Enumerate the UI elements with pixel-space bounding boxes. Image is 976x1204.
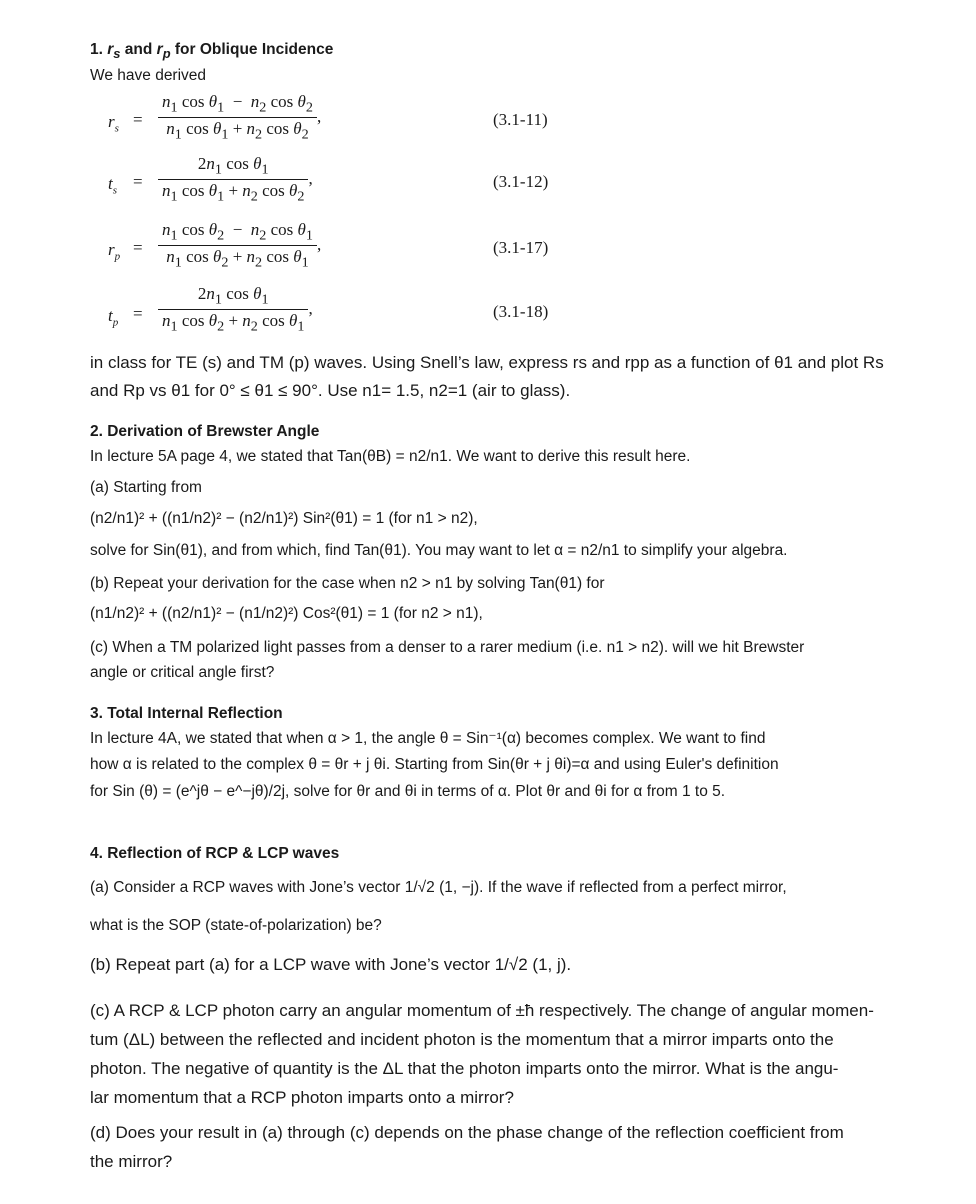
section2-a-label: (a) Starting from — [90, 479, 202, 496]
section4-b-line: (b) Repeat part (a) for a LCP wave with Jone’s vector 1/√2 (1, j). — [90, 955, 572, 974]
section4-c-line3: photon. The negative of quantity is the ΔL that the photon imparts onto the mirror. What is the angu- — [90, 1059, 839, 1078]
section2-b-label: (b) Repeat your derivation for the case when n2 > n1 by solving Tan(θ1) for — [90, 575, 605, 592]
section1-title: 1. $r_s$ and $r_p$ for Oblique Incidence — [90, 41, 334, 62]
section3-line2: how α is related to the complex θ = θr + j θi. Starting from Sin(θr + j θi)=α and using Euler's definition — [90, 756, 779, 773]
eq-tag-tp: (3.1-18) — [493, 302, 549, 321]
section2-eq-a: (n2/n1)² + ((n1/n2)² − (n2/n1)²) Sin²(θ1) = 1 (for n1 > n2), — [90, 510, 478, 527]
section1-body-line1: in class for TE (s) and TM (p) waves. Using Snell’s law, express rs and rpp as a function of θ1 and plot Rs — [90, 353, 884, 372]
eq-tag-rs: (3.1-11) — [493, 110, 548, 129]
section2-title: 2. Derivation of Brewster Angle — [90, 423, 320, 440]
section4-c-line4: lar momentum that a RCP photon imparts onto a mirror? — [90, 1088, 514, 1107]
section4-d-line1: (d) Does your result in (a) through (c) depends on the phase change of the reflection coefficient from — [90, 1123, 844, 1142]
section3-line3: for Sin (θ) = (e^jθ − e^−jθ)/2j, solve for θr and θi in terms of α. Plot θr and θi for α from 1 to 5. — [90, 783, 726, 800]
section4-a-line2: what is the SOP (state-of-polarization) be? — [90, 917, 382, 934]
section1-body-line2: and Rp vs θ1 for 0° ≤ θ1 ≤ 90°. Use n1= 1.5, n2=1 (air to glass). — [90, 381, 571, 400]
section4-a-line1: (a) Consider a RCP waves with Jone’s vector 1/√2 (1, −j). If the wave if reflected from a perfect mirror, — [90, 879, 787, 896]
equation-block: $r_s$ = $\frac{n_1 \cos \theta_1 - n_2 \cos \theta_2}{n_1 \cos \theta_1 + n_2 \cos \theta_2}$ , (3.1-11) $t_s$ = $\frac{2n_1 \cos \theta_1}{n_1 \cos \theta_1 + n_2 \cos \theta_2}$ , (3.1-12) $r_p$ = $\frac{n_1 \cos \theta_2 - n_2 \cos \theta_1}{n_1 \cos \theta_2 + n_2 \cos \theta_1}$ , (3.1-17) $t_p$ = $\frac{2n_1 \cos \theta_1}{n_1 \cos \theta_2 + n_2 \cos \theta_1}$ , (3.1-18) — [108, 92, 549, 335]
section4-d-line2: the mirror? — [90, 1152, 173, 1171]
eq-tag-ts: (3.1-12) — [493, 172, 549, 191]
section3-title: 3. Total Internal Reflection — [90, 705, 283, 722]
section2-eq-b: (n1/n2)² + ((n2/n1)² − (n1/n2)²) Cos²(θ1) = 1 (for n2 > n1), — [90, 605, 483, 622]
section4-c-line2: tum (ΔL) between the reflected and incident photon is the momentum that a mirror imparts onto the — [90, 1030, 834, 1049]
section1-intro: We have derived — [90, 67, 207, 84]
section2-line1: In lecture 5A page 4, we stated that Tan(θB) = n2/n1. We want to derive this result here. — [90, 448, 691, 465]
section2-a-solve: solve for Sin(θ1), and from which, find Tan(θ1). You may want to let α = n2/n1 to simplify your algebra. — [90, 542, 788, 559]
section4-c-line1: (c) A RCP & LCP photon carry an angular momentum of ±ħ respectively. The change of angular momen- — [90, 1001, 874, 1020]
eq-tag-rp: (3.1-17) — [493, 238, 549, 257]
section3-line1: In lecture 4A, we stated that when α > 1, the angle θ = Sin⁻¹(α) becomes complex. We want to find — [90, 730, 766, 747]
section2-c-line2: angle or critical angle first? — [90, 664, 275, 681]
section2-c-line1: (c) When a TM polarized light passes from a denser to a rarer medium (i.e. n1 > n2). will we hit Brewster — [90, 639, 805, 656]
section4-title: 4. Reflection of RCP & LCP waves — [90, 845, 340, 862]
